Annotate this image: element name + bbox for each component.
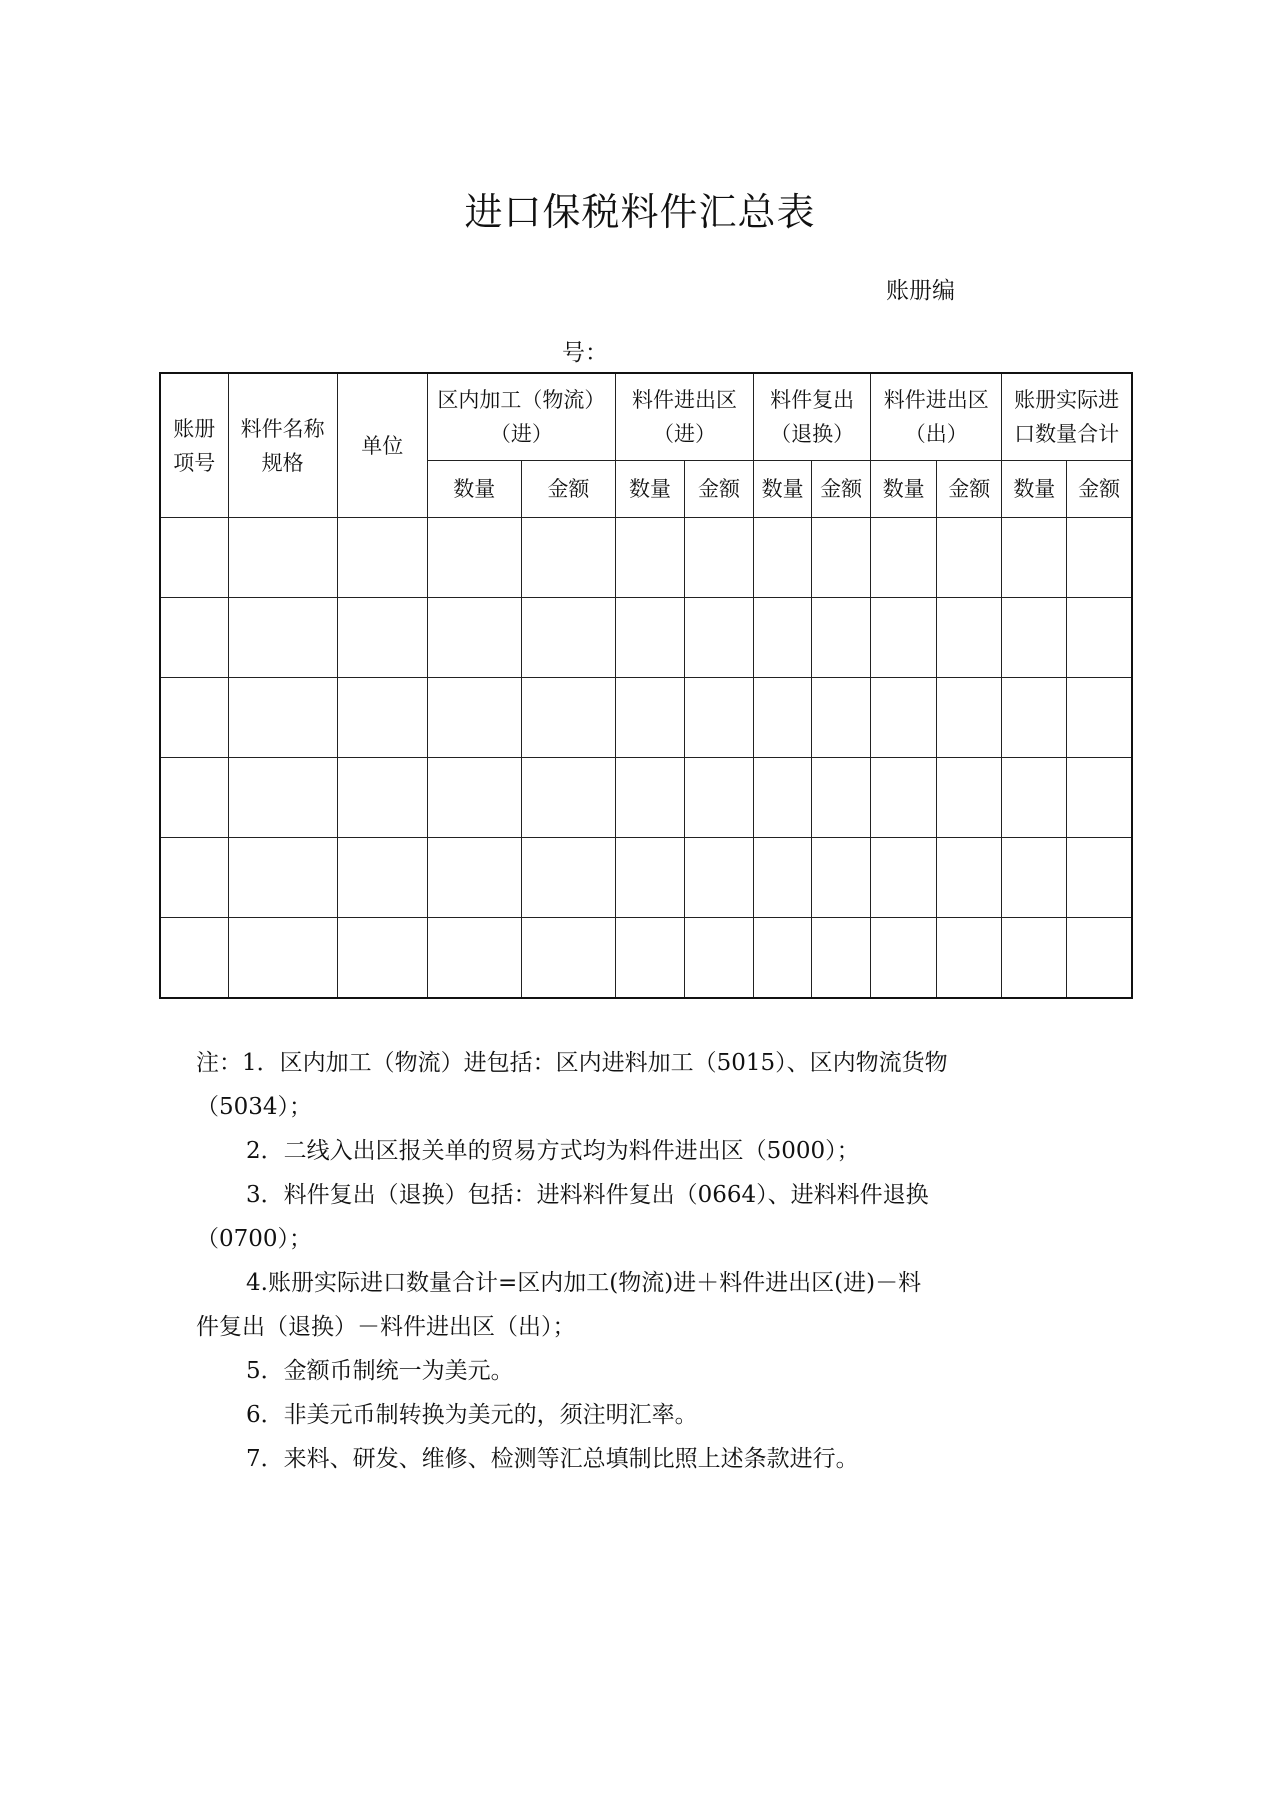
table-cell[interactable] [1002,678,1067,758]
table-cell[interactable] [1002,518,1067,598]
table-cell[interactable] [337,598,427,678]
subheader-amount: 金额 [685,461,754,518]
table-cell[interactable] [521,518,615,598]
table-cell[interactable] [871,838,937,918]
table-cell[interactable] [228,518,337,598]
table-cell[interactable] [812,838,871,918]
table-cell[interactable] [228,918,337,999]
subheader-amount: 金额 [937,461,1002,518]
table-cell[interactable] [160,518,228,598]
table-cell[interactable] [937,918,1002,999]
table-cell[interactable] [685,678,754,758]
table-cell[interactable] [427,518,521,598]
header-group-zone-in: 料件进出区 （进） [615,373,753,461]
table-cell[interactable] [754,758,812,838]
table-cell[interactable] [1067,918,1132,999]
table-cell[interactable] [1067,838,1132,918]
table-cell[interactable] [754,918,812,999]
header-name-spec: 料件名称 规格 [228,373,337,518]
note-1: 注：1．区内加工（物流）进包括：区内进料加工（5015）、区内物流货物 [196,1050,948,1076]
header-item-no: 账册 项号 [160,373,228,518]
subheader-amount: 金额 [1067,461,1132,518]
table-row [160,758,1132,838]
table-row [160,838,1132,918]
table-cell[interactable] [685,918,754,999]
table-cell[interactable] [521,838,615,918]
subheader-quantity: 数量 [615,461,684,518]
table-cell[interactable] [812,758,871,838]
document-title: 进口保税料件汇总表 [464,190,816,234]
table-cell[interactable] [937,838,1002,918]
table-cell[interactable] [160,678,228,758]
note-5: 5．金额币制统一为美元。 [246,1358,514,1384]
table-cell[interactable] [521,598,615,678]
table-cell[interactable] [160,918,228,999]
table-cell[interactable] [615,678,684,758]
header-unit: 单位 [337,373,427,518]
table-cell[interactable] [615,518,684,598]
table-cell[interactable] [615,758,684,838]
table-cell[interactable] [812,518,871,598]
table-cell[interactable] [228,838,337,918]
table-cell[interactable] [685,518,754,598]
table-cell[interactable] [160,758,228,838]
table-cell[interactable] [1067,518,1132,598]
table-cell[interactable] [937,758,1002,838]
table-cell[interactable] [871,918,937,999]
header-row-groups [160,373,1132,461]
table-cell[interactable] [427,918,521,999]
table-cell[interactable] [1067,678,1132,758]
table-row [160,598,1132,678]
table-cell[interactable] [521,678,615,758]
table-cell[interactable] [754,518,812,598]
header-group-processing-in: 区内加工（物流） （进） [427,373,615,461]
table-cell[interactable] [427,838,521,918]
note-6: 6．非美元币制转换为美元的，须注明汇率。 [246,1402,698,1428]
summary-table [159,372,1133,999]
table-cell[interactable] [685,838,754,918]
note-7: 7．来料、研发、维修、检测等汇总填制比照上述条款进行。 [246,1446,859,1472]
note-2: 2．二线入出区报关单的贸易方式均为料件进出区（5000）； [246,1138,860,1164]
subheader-quantity: 数量 [754,461,812,518]
note-3-continued: （0700）； [196,1226,313,1252]
table-cell[interactable] [1002,838,1067,918]
table-cell[interactable] [812,598,871,678]
table-cell[interactable] [521,918,615,999]
ledger-number-label: 账册编 [886,278,955,304]
table-cell[interactable] [615,598,684,678]
table-cell[interactable] [228,598,337,678]
note-4: 4.账册实际进口数量合计=区内加工(物流)进＋料件进出区(进)－料 [246,1270,922,1296]
table-cell[interactable] [1002,918,1067,999]
header-group-re-export: 料件复出 （退换） [754,373,871,461]
table-cell[interactable] [871,518,937,598]
table-cell[interactable] [685,598,754,678]
notes-section [196,1041,1096,1481]
note-3: 3．料件复出（退换）包括：进料料件复出（0664）、进料料件退换 [246,1182,929,1208]
note-1-continued: （5034）； [196,1094,313,1120]
table-cell[interactable] [615,918,684,999]
table-cell[interactable] [937,598,1002,678]
table-cell[interactable] [228,758,337,838]
ledger-number-label-continued: 号： [562,340,608,366]
table-row [160,518,1132,598]
table-cell[interactable] [337,918,427,999]
table-cell[interactable] [337,518,427,598]
table-row [160,918,1132,999]
table-cell[interactable] [754,598,812,678]
table-cell[interactable] [871,678,937,758]
table-cell[interactable] [160,598,228,678]
table-cell[interactable] [160,838,228,918]
table-cell[interactable] [228,678,337,758]
table-cell[interactable] [615,838,684,918]
table-cell[interactable] [1002,758,1067,838]
subheader-quantity: 数量 [871,461,937,518]
table-cell[interactable] [1067,758,1132,838]
table-cell[interactable] [427,758,521,838]
subheader-amount: 金额 [812,461,871,518]
table-cell[interactable] [937,518,1002,598]
subheader-quantity: 数量 [1002,461,1067,518]
table-cell[interactable] [521,758,615,838]
table-cell[interactable] [871,598,937,678]
table-cell[interactable] [754,678,812,758]
table-cell[interactable] [1002,598,1067,678]
table-cell[interactable] [337,758,427,838]
table-cell[interactable] [337,838,427,918]
table-cell[interactable] [871,758,937,838]
table-cell[interactable] [685,758,754,838]
table-cell[interactable] [427,678,521,758]
table-cell[interactable] [937,678,1002,758]
header-group-actual-total: 账册实际进 口数量合计 [1002,373,1132,461]
subheader-quantity: 数量 [427,461,521,518]
table-cell[interactable] [812,918,871,999]
header-group-zone-out: 料件进出区 （出） [871,373,1002,461]
note-4-continued: 件复出（退换）－料件进出区（出）； [196,1314,576,1340]
table-cell[interactable] [427,598,521,678]
table-cell[interactable] [812,678,871,758]
table-cell[interactable] [337,678,427,758]
subheader-amount: 金额 [521,461,615,518]
table-row [160,678,1132,758]
table-cell[interactable] [1067,598,1132,678]
table-cell[interactable] [754,838,812,918]
